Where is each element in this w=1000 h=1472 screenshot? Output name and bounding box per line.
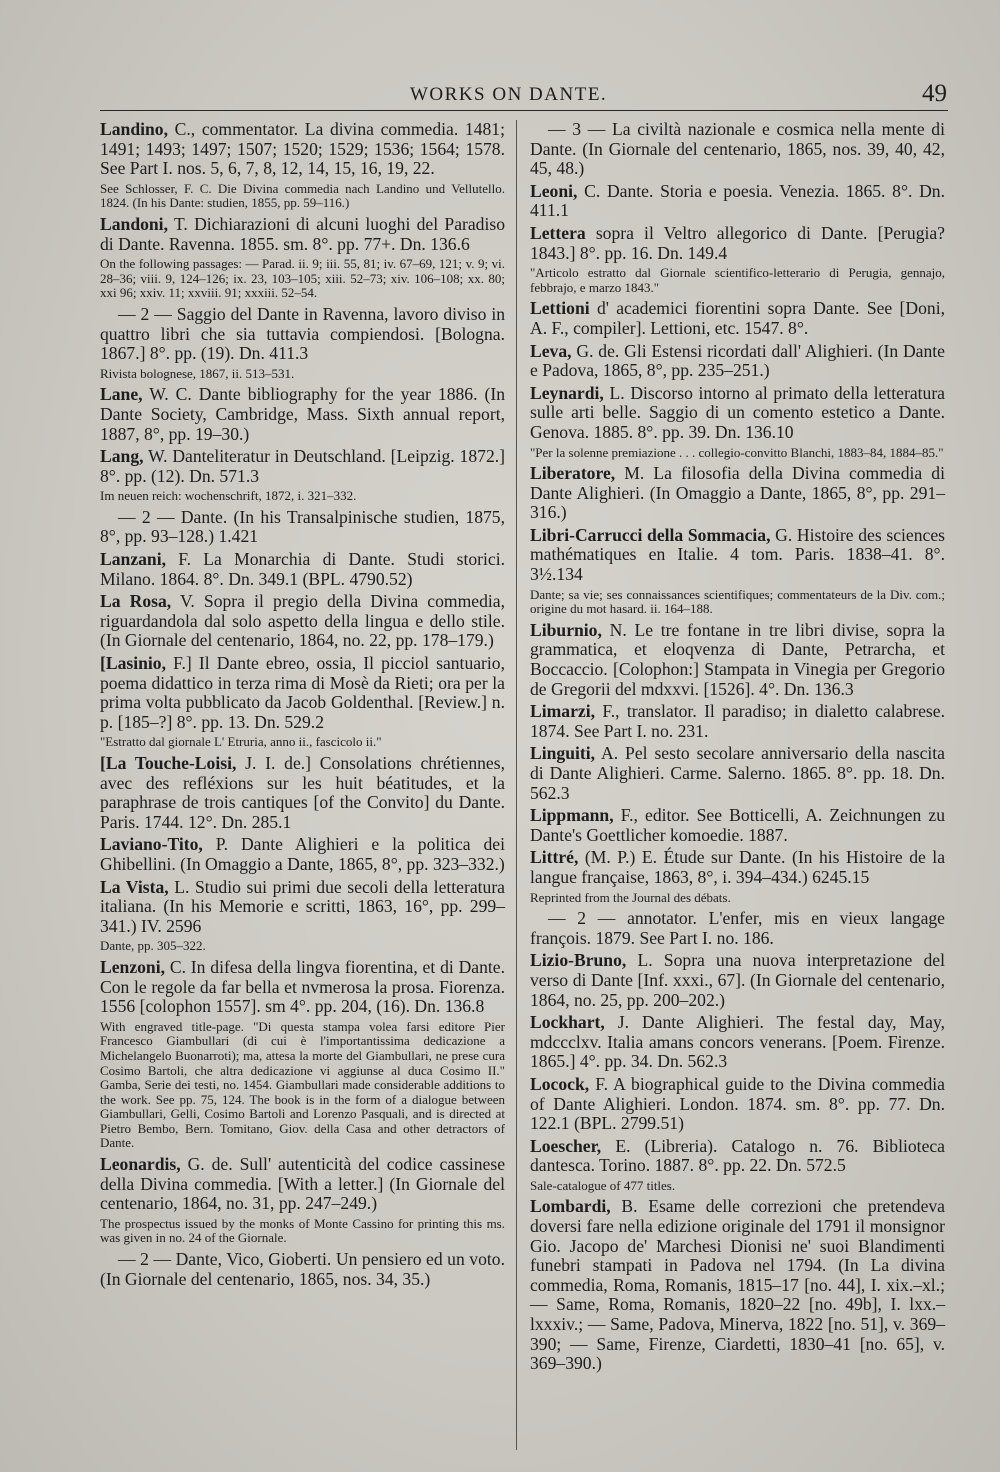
entry-text: (M. P.) E. Étude sur Dante. (In his Histoire de la langue française, 1863, 8°, i. 394–434.) 6245.15	[530, 847, 945, 887]
entry-text: E. (Libreria). Catalogo n. 76. Biblioteca dantesca. Torino. 1887. 8°. pp. 22. Dn. 572.5	[530, 1135, 945, 1176]
entry-text: G. de. Sull' autenticità del codice cassinese della Divina commedia. [With a letter.] (In Giornale del centenario, 1864, no. 31, pp. 247–249.)	[100, 1154, 505, 1214]
entry-text: F.] Il Dante ebreo, ossia, Il picciol santuario, poema didattico in terza rima di Mosè da Rieti; ora per la prima volta pubblicato da Jacob Goldenthal. [Review.] n. p. [185–?] 8°. pp. 13. Dn. 529.2	[100, 653, 505, 732]
bibliography-entry	[100, 120, 505, 179]
entry-text: F., translator. Il paradiso; in dialetto calabrese. 1874. See Part I. no. 231.	[530, 701, 945, 741]
entry-note: The prospectus issued by the monks of Monte Cassino for printing this ms. was given in no. 24 of the Giornale.	[100, 1215, 505, 1246]
bibliography-entry	[530, 1197, 945, 1373]
entry-headword: [La Touche-Loisi,	[100, 753, 237, 773]
entry-headword: Lane,	[100, 384, 143, 405]
entry-headword: Leva,	[530, 340, 572, 361]
entry-note: Im neuen reich: wochenschrift, 1872, i. 321–332.	[100, 488, 357, 504]
entry-text: sopra il Veltro allegorico di Dante. [Perugia? 1843.] 8°. pp. 16. Dn. 149.4	[530, 222, 945, 263]
bibliography-entry	[100, 592, 505, 651]
entry-note: On the following passages: — Parad. ii. 9; iii. 55, 81; iv. 67–69, 121; v. 9; vi. 28–36; viii. 9, 124–126; ix. 23, 103–105; xiii. 52–73; xiv. 106–108; xx. 80; xxi 96; xxiv. 11; xxviii. 91; xxxiii. 52–54.	[100, 256, 505, 301]
entry-headword: Littré,	[530, 847, 579, 868]
entry-text: J. Dante Alighieri. The festal day, May, mdccclxv. Italia amans concors venerans. [Poem. Firenze. 1865.] 4°. pp. 34. Dn. 562.3	[530, 1012, 945, 1072]
entry-headword: Lippmann,	[530, 805, 614, 826]
bibliography-entry	[100, 550, 505, 589]
entry-headword: Liberatore,	[530, 463, 616, 484]
left-column	[100, 120, 505, 1292]
entry-headword: Libri-Carrucci della Sommacia,	[530, 524, 771, 545]
bibliography-entry	[530, 1013, 945, 1072]
entry-headword: Lettera	[530, 222, 586, 243]
bibliography-entry	[100, 878, 505, 937]
bibliography-entry	[530, 951, 945, 1010]
bibliography-entry	[100, 1155, 505, 1214]
entry-headword: Locock,	[530, 1073, 590, 1094]
entry-headword: Lenzoni,	[100, 956, 166, 977]
entry-note: "Estratto dal giornale L' Etruria, anno ii., fascicolo ii."	[100, 734, 382, 750]
bibliography-entry	[530, 464, 945, 523]
entry-text: V. Sopra il pregio della Divina commedia, riguardandola dal solo aspetto della lingua e dello stile. (In Giornale del centenario, 1864, no. 22, pp. 178–179.)	[100, 591, 505, 651]
entry-headword: Leonardis,	[100, 1154, 181, 1175]
sub-entry: — 2 — Dante. (In his Transalpinische studien, 1875, 8°, pp. 93–128.) 1.421	[100, 506, 505, 547]
entry-headword: Leynardi,	[530, 382, 604, 403]
sub-entry: — 3 — La civiltà nazionale e cosmica nella mente di Dante. (In Giornale del centenario, 1865, nos. 39, 40, 42, 45, 48.)	[530, 119, 945, 179]
entry-text: C., commentator. La divina commedia. 1481; 1491; 1493; 1497; 1507; 1520; 1529; 1536; 1564; 1578. See Part I. nos. 5, 6, 7, 8, 12, 14, 15, 16, 19, 22.	[100, 119, 505, 179]
entry-text: T. Dichiarazioni di alcuni luoghi del Paradiso di Dante. Ravenna. 1855. sm. 8°. pp. 77+. Dn. 136.6	[100, 213, 505, 254]
entry-text: d' academici fiorentini sopra Dante. See [Doni, A. F., compiler]. Lettioni, etc. 1547. 8°.	[530, 298, 945, 338]
bibliography-entry	[530, 806, 945, 845]
entry-note: Rivista bolognese, 1867, ii. 513–531.	[100, 365, 295, 381]
bibliography-entry	[530, 702, 945, 741]
entry-headword: Lockhart,	[530, 1012, 605, 1033]
page-number: 49	[922, 80, 947, 107]
bibliography-entry	[530, 526, 945, 585]
entry-note: Dante, pp. 305–322.	[100, 938, 206, 954]
entry-text: G. de. Gli Estensi ricordati dall' Alighieri. (In Dante e Padova, 1865, 8°, pp. 235–251.)	[530, 340, 945, 381]
sub-entry: — 2 — Dante, Vico, Gioberti. Un pensiero ed un voto. (In Giornale del centenario, 1865, nos. 34, 35.)	[100, 1249, 505, 1289]
entry-text: B. Esame delle correzioni che pretendeva doversi fare nella edizione originale del 1791 il monsignor Gio. Jacopo de' Marchesi Dionisi ne' suoi Blandimenti funebri stampati in Padova nel 1794. (In La divina commedia, Roma, Romanis, 1815–17 [no. 44], I. xix.–xl.; — Same, Roma, Romanis, 1820–22 [no. 49b], I. lxx.–lxxxiv.; — Same, Padova, Minerva, 1822 [no. 51], v. 369–390; — Same, Firenze, Ciardetti, 1830–41 [no. 65], v. 369–390.)	[530, 1196, 945, 1374]
entry-headword: Lizio-Bruno,	[530, 950, 627, 971]
entry-headword: La Rosa,	[100, 591, 172, 612]
entry-text: C. In difesa della lingva fiorentina, et di Dante. Con le regole da far bella et nvmerosa la prosa. Fiorenza. 1556 [colophon 1557]. sm 4°. pp. 204, (16). Dn. 136.8	[100, 956, 505, 1017]
entry-note: Sale-catalogue of 477 titles.	[530, 1177, 676, 1193]
column-divider	[516, 120, 517, 1450]
entry-headword: Loescher,	[530, 1135, 602, 1156]
bibliography-entry	[100, 385, 505, 444]
running-head: WORKS ON DANTE.	[410, 84, 608, 105]
entry-headword: [Lasinio,	[100, 653, 166, 674]
entry-text: L. Discorso intorno al primato della letteratura sulle arti belle. Saggio di un comento estetico a Dante. Genova. 1885. 8°. pp. 39. Dn. 136.10	[530, 382, 945, 442]
entry-note: Dante; sa vie; ses connaissances scientifiques; commentateurs de la Div. com.; origine du mot hasard. ii. 164–188.	[530, 586, 945, 617]
entry-text: A. Pel sesto secolare anniversario della nascita di Dante Alighieri. Carme. Salerno. 1865. 8°. pp. 18. Dn. 562.3	[530, 743, 945, 803]
bibliography-entry	[530, 299, 945, 338]
bibliography-entry	[530, 1137, 945, 1176]
bibliography-entry	[100, 215, 505, 254]
entry-note: "Articolo estratto dal Giornale scientifico-letterario di Perugia, gennajo, febbrajo, e marzo 1843."	[530, 265, 945, 295]
entry-headword: Laviano-Tito,	[100, 834, 203, 855]
entry-text: F. A biographical guide to the Divina commedia of Dante Alighieri. London. 1874. sm. 8°. pp. 77. Dn. 122.1 (BPL. 2799.51)	[530, 1073, 945, 1134]
entry-text: F. La Monarchia di Dante. Studi storici. Milano. 1864. 8°. Dn. 349.1 (BPL. 4790.52)	[100, 549, 505, 589]
bibliography-entry	[530, 1075, 945, 1134]
entry-note: Reprinted from the Journal des débats.	[530, 889, 731, 905]
entry-headword: Linguiti,	[530, 743, 596, 764]
entry-headword: Lanzani,	[100, 549, 166, 570]
entry-headword: Lang,	[100, 446, 144, 467]
entry-text: P. Dante Alighieri e la politica dei Ghibellini. (In Omaggio a Dante, 1865, 8°, pp. 323–332.)	[100, 834, 505, 874]
entry-note: With engraved title-page. "Di questa stampa volea farsi editore Pier Francesco Giambullari (di cui è l'importantissima dedicazione a Michelangelo Buonarroti); ma, attesa la morte del Giambullari, ne prese cura Cosimo Bartoli, che altra dedicazione vi aggiunse al duca Cosimo II." Gamba, Serie dei testi, no. 1454. Giambullari made considerable additions to the work. See pp. 75, 124. The book is in the form of a dialogue between Giambullari, Gelli, Cosimo Bartoli and Lorenzo Pasquali, and is directed at Pietro Bembo, Bern. Tomitano, Giov. della Casa and other detractors of Dante.	[100, 1018, 505, 1151]
right-column	[530, 120, 945, 1377]
entry-note: See Schlosser, F. C. Die Divina commedia nach Landino und Vellutello. 1824. (In his Dante: studien, 1855, pp. 59–116.)	[100, 180, 505, 211]
sub-entry: — 2 — Saggio del Dante in Ravenna, lavoro diviso in quattro libri che sia tuttavia compiendosi. [Bologna. 1867.] 8°. pp. (19). Dn. 411.3	[100, 303, 505, 364]
entry-text: C. Dante. Storia e poesia. Venezia. 1865. 8°. Dn. 411.1	[530, 180, 945, 221]
entry-text: F., editor. See Botticelli, A. Zeichnungen zu Dante's Goettlicher komoedie. 1887.	[530, 805, 945, 845]
bibliography-entry	[530, 342, 945, 381]
bibliography-entry	[100, 958, 505, 1017]
entry-text: M. La filosofia della Divina commedia di Dante Alighieri. (In Omaggio a Dante, 1865, 8°, pp. 291–316.)	[530, 463, 945, 523]
entry-headword: Limarzi,	[530, 701, 595, 722]
entry-text: J. I. de.] Consolations chrétiennes, avec des refléxions sur les huit béatitudes, et la paraphrase de trois cantiques [of the Convito] du Dante. Paris. 1744. 12°. Dn. 285.1	[100, 753, 505, 832]
entry-text: G. Histoire des sciences mathématiques en Italie. 4 tom. Paris. 1838–41. 8°. 3½.134	[530, 524, 945, 585]
entry-headword: Lombardi,	[530, 1196, 611, 1217]
entry-note: "Per la solenne premiazione . . . collegio-convitto Blanchi, 1883–84, 1884–85."	[530, 444, 944, 460]
entry-text: L. Studio sui primi due secoli della letteratura italiana. (In his Memorie e scritti, 1863, 16°, pp. 299–341.) IV. 2596	[100, 876, 505, 936]
entry-text: L. Sopra una nuova interpretazione del verso di Dante [Inf. xxxi., 67]. (In Giornale del centenario, 1864, no. 25, pp. 200–202.)	[530, 950, 945, 1010]
bibliography-entry	[100, 654, 505, 732]
entry-text: N. Le tre fontane in tre libri divise, sopra la grammatica, et eloqvenza di Dante, Petrarcha, et Boccaccio. [Colophon:] Stampata in Vinegia per Gregorio de Gregorii del mdxxvi. [1526]. 4°. Dn. 136.3	[530, 619, 945, 699]
entry-headword: Landoni,	[100, 213, 168, 234]
entry-headword: La Vista,	[100, 876, 169, 897]
entry-headword: Landino,	[100, 119, 168, 139]
bibliography-entry	[530, 621, 945, 699]
sub-entry: — 2 — annotator. L'enfer, mis en vieux langage françois. 1879. See Part I. no. 186.	[530, 908, 945, 948]
bibliography-entry	[100, 447, 505, 486]
bibliography-entry	[530, 848, 945, 887]
header-rule	[100, 110, 948, 111]
bibliography-entry	[530, 224, 945, 263]
entry-headword: Liburnio,	[530, 619, 602, 640]
bibliography-entry	[100, 835, 505, 874]
bibliography-entry	[530, 384, 945, 443]
entry-text: W. Danteliteratur in Deutschland. [Leipzig. 1872.] 8°. pp. (12). Dn. 571.3	[100, 446, 505, 486]
entry-headword: Leoni,	[530, 180, 578, 201]
bibliography-entry	[100, 754, 505, 832]
entry-headword: Lettioni	[530, 298, 590, 319]
bibliography-entry	[530, 182, 945, 221]
entry-text: W. C. Dante bibliography for the year 1886. (In Dante Society, Cambridge, Mass. Sixth annual report, 1887, 8°, pp. 19–30.)	[100, 384, 505, 444]
bibliography-entry	[530, 744, 945, 803]
